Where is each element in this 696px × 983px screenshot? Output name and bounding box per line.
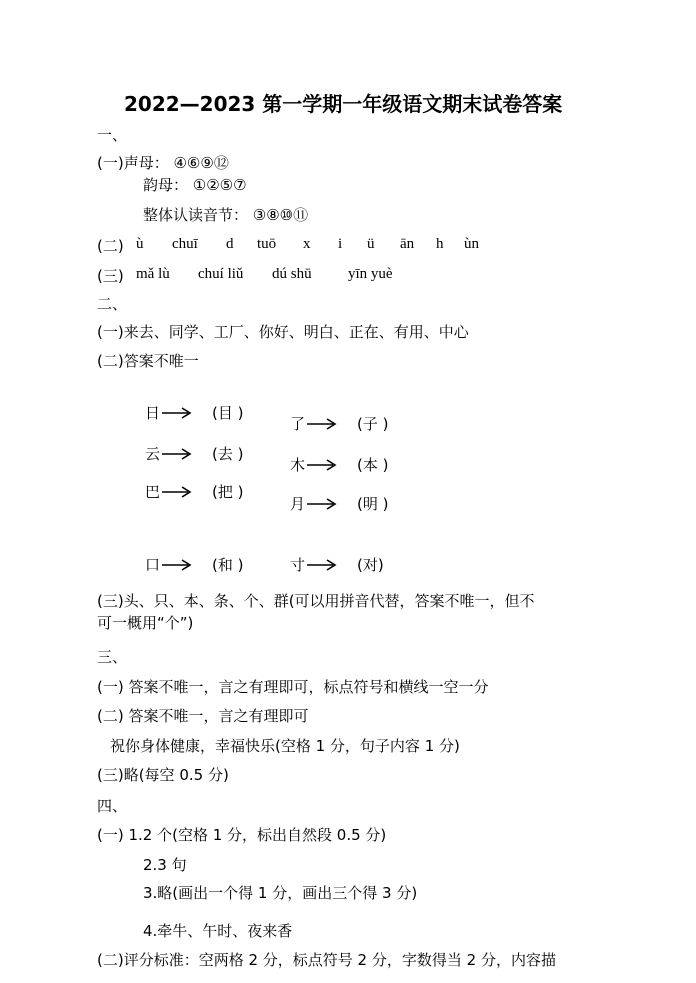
- s2-part1: (一)来去、同学、工厂、你好、明白、正在、有用、中心: [97, 323, 469, 341]
- pinyin-item: ān: [400, 236, 415, 252]
- char-pair: [290, 413, 389, 434]
- s2-part2: (二)答案不唯一: [97, 352, 199, 370]
- char-pair: [290, 493, 389, 514]
- s4-part1-item3: 3.略(画出一个得 1 分，画出三个得 3 分): [143, 884, 418, 902]
- pinyin-item: x: [303, 236, 311, 252]
- pinyin-word: chuí liǔ: [198, 266, 244, 282]
- pinyin-item: i: [338, 236, 343, 252]
- s4-part1-item4: 4.牵牛、午时、夜来香: [143, 922, 293, 940]
- pinyin-item: tuō: [257, 236, 277, 252]
- arrow-right-icon: [307, 459, 337, 471]
- s1-part2-label: (二): [97, 237, 124, 255]
- s2-part3-line1: (三)头、只、本、条、个、群(可以用拼音代替，答案不唯一，但不: [97, 592, 535, 610]
- s1-yunmu-line: 韵母： ①②⑤⑦: [143, 176, 247, 194]
- answer-char: (子 ): [357, 415, 389, 433]
- answer-char: (明 ): [357, 495, 389, 513]
- s1-part3-label: (三): [97, 267, 124, 285]
- char-pair: [290, 554, 384, 575]
- pinyin-word: yīn yuè: [348, 266, 393, 282]
- section-3-heading: 三、: [97, 648, 128, 666]
- base-char: 口: [145, 556, 161, 574]
- s3-part3: (三)略(每空 0.5 分): [97, 766, 229, 784]
- pinyin-item: h: [436, 236, 444, 252]
- arrow-right-icon: [162, 448, 192, 460]
- s4-part2: (二)评分标准：空两格 2 分，标点符号 2 分，字数得当 2 分，内容描: [97, 951, 556, 969]
- base-char: 日: [145, 404, 161, 422]
- char-pair: [145, 402, 244, 423]
- pinyin-item: chuī: [172, 236, 198, 252]
- page-title: 2022—2023 第一学期一年级语文期末试卷答案: [124, 92, 563, 116]
- base-char: 寸: [290, 556, 306, 574]
- char-pair: [145, 443, 244, 464]
- answer-char: (目 ): [212, 404, 244, 422]
- base-char: 了: [290, 415, 306, 433]
- char-pair: [145, 481, 244, 502]
- pinyin-item: d: [226, 236, 234, 252]
- section-4-heading: 四、: [97, 797, 128, 815]
- answer-char: (去 ): [212, 445, 244, 463]
- s3-part2: (二) 答案不唯一，言之有理即可: [97, 707, 309, 725]
- answer-char: (把 ): [212, 483, 244, 501]
- s3-part2-example: 祝你身体健康，幸福快乐(空格 1 分，句子内容 1 分): [110, 737, 460, 755]
- pinyin-word: dú shū: [272, 266, 312, 282]
- base-char: 木: [290, 456, 306, 474]
- char-pair: [145, 554, 244, 575]
- pinyin-item: ùn: [464, 236, 479, 252]
- pinyin-word: mǎ lù: [136, 266, 170, 282]
- arrow-right-icon: [162, 486, 192, 498]
- s3-part1: (一) 答案不唯一，言之有理即可，标点符号和横线一空一分: [97, 678, 489, 696]
- answer-char: (对): [357, 556, 384, 574]
- arrow-right-icon: [307, 498, 337, 510]
- base-char: 月: [290, 495, 306, 513]
- section-1-heading: 一、: [97, 126, 128, 144]
- arrow-right-icon: [307, 418, 337, 430]
- arrow-right-icon: [162, 407, 192, 419]
- s4-part1-item2: 2.3 句: [143, 856, 187, 874]
- arrow-right-icon: [162, 559, 192, 571]
- s1-shengmu-line: (一)声母： ④⑥⑨⑫: [97, 154, 229, 172]
- base-char: 巴: [145, 483, 161, 501]
- s2-part3-line2: 可一概用“个”): [97, 614, 194, 632]
- pinyin-item: ü: [367, 236, 375, 252]
- s4-part1: (一) 1.2 个(空格 1 分，标出自然段 0.5 分): [97, 826, 387, 844]
- answer-char: (和 ): [212, 556, 244, 574]
- section-2-heading: 二、: [97, 295, 128, 313]
- base-char: 云: [145, 445, 161, 463]
- answer-char: (本 ): [357, 456, 389, 474]
- arrow-right-icon: [307, 559, 337, 571]
- pinyin-item: ù: [136, 236, 144, 252]
- s1-zhengti-line: 整体认读音节： ③⑧⑩⑪: [143, 206, 309, 224]
- char-pair: [290, 454, 389, 475]
